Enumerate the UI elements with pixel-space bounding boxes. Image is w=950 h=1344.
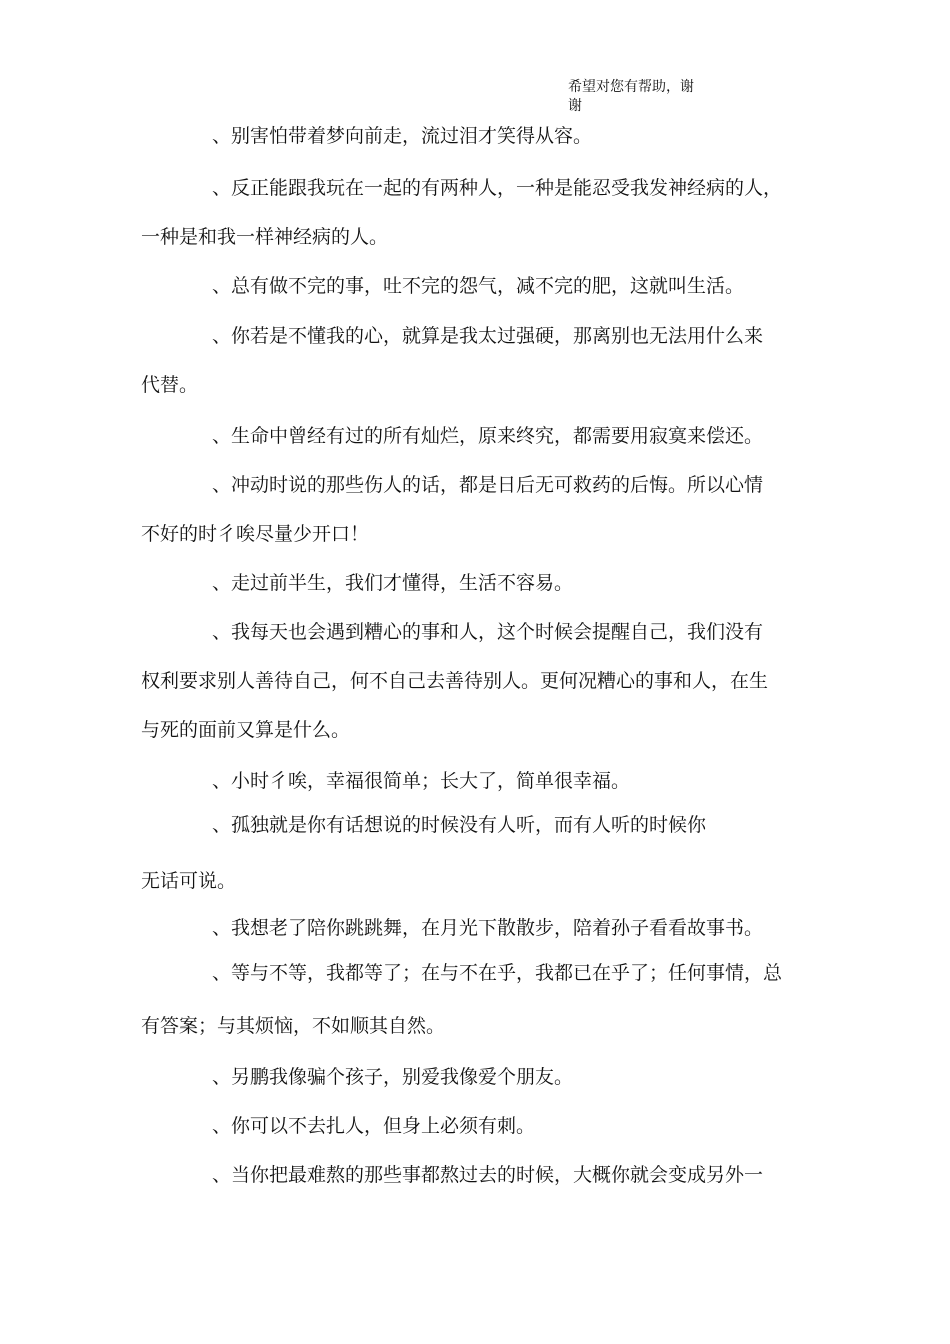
text-line: 代替。 [141, 374, 199, 396]
text-line: 、你可以不去扎人，但身上必须有刺。 [212, 1115, 536, 1137]
text-line: 与死的面前又算是什么。 [141, 719, 351, 741]
header-note [568, 78, 728, 116]
text-line: 、我想老了陪你跳跳舞，在月光下散散步，陪着孙子看看故事书。 [212, 917, 764, 939]
text-line: 无话可说。 [141, 870, 237, 892]
text-line: 一种是和我一样神经病的人。 [141, 226, 389, 248]
text-line: 、当你把最难熬的那些事都熬过去的时候，大概你就会变成另外一 [212, 1164, 764, 1186]
text-line: 、小时彳唉，幸福很简单；长大了，简单很幸福。 [212, 770, 631, 792]
header-note-line-1: 希望对您有帮助，谢 [568, 79, 694, 95]
text-line: 、走过前半生，我们才懂得，生活不容易。 [212, 572, 574, 594]
header-note-line-2: 谢 [568, 98, 582, 114]
text-line: 有答案；与其烦恼，不如顺其自然。 [141, 1015, 446, 1037]
text-line: 权利要求别人善待自己，何不自己去善待别人。更何况糟心的事和人，在生 [141, 670, 769, 692]
text-line: 、总有做不完的事，吐不完的怨气，减不完的肥，这就叫生活。 [212, 275, 745, 297]
text-line: 、反正能跟我玩在一起的有两种人，一种是能忍受我发神经病的人， [212, 177, 783, 199]
text-line: 、孤独就是你有话想说的时候没有人听，而有人听的时候你 [212, 814, 707, 836]
text-line: 、另鹏我像骗个孩子，别爱我像爱个朋友。 [212, 1066, 574, 1088]
text-line: 、你若是不懂我的心，就算是我太过强硬，那离别也无法用什么来 [212, 325, 764, 347]
text-line: 、我每天也会遇到糟心的事和人，这个时候会提醒自己，我们没有 [212, 621, 764, 643]
text-line: 、生命中曾经有过的所有灿烂，原来终究，都需要用寂寞来偿还。 [212, 425, 764, 447]
text-line: 不好的时彳唉尽量少开口！ [141, 523, 370, 545]
text-line: 、等与不等，我都等了；在与不在乎，我都已在乎了；任何事情，总 [212, 962, 783, 984]
text-line: 、冲动时说的那些伤人的话，都是日后无可救药的后悔。所以心情 [212, 474, 764, 496]
text-line: 、别害怕带着梦向前走，流过泪才笑得从容。 [212, 125, 593, 147]
